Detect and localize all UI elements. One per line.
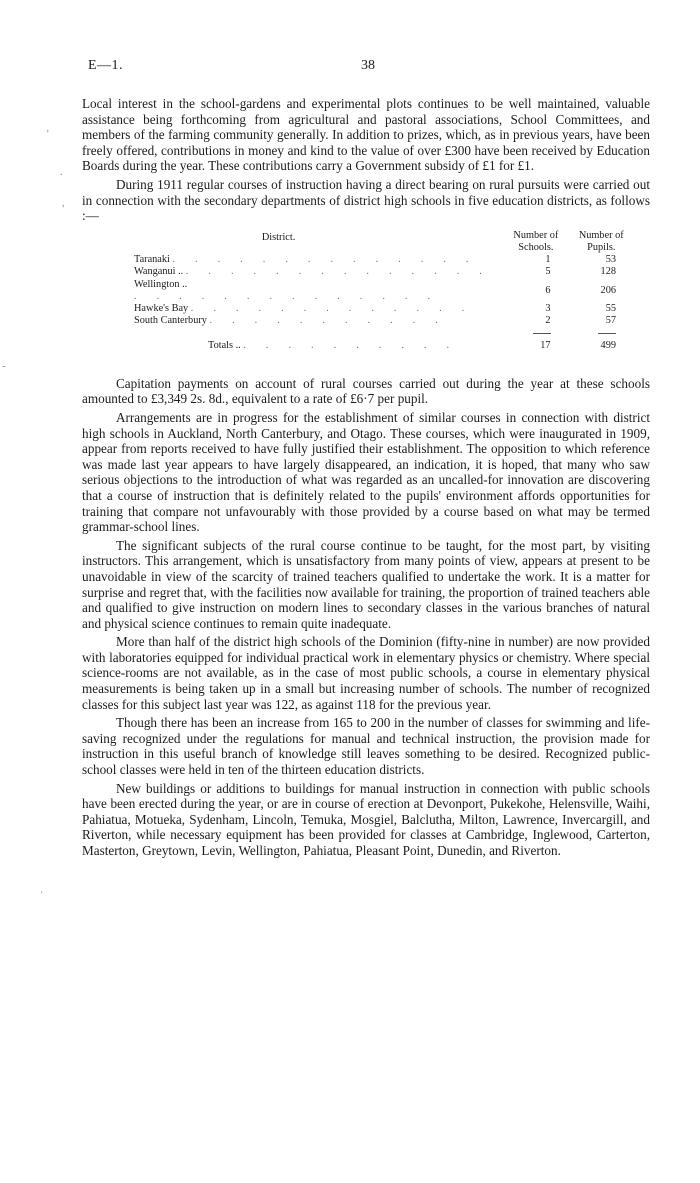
table-row — [134, 266, 634, 278]
district-name: Wellington .. — [134, 278, 188, 290]
schools-count: 6 — [545, 284, 551, 296]
district-name: Wanganui .. — [134, 266, 184, 278]
column-header-schools: Number of Schools. — [513, 229, 559, 253]
page-header — [88, 58, 648, 78]
document-body — [82, 96, 650, 862]
paragraph-laboratories: More than half of the district high schools of the Dominion (fifty-nine in number) are now provided with laboratories equipped for individual practical work in elementary physics or chemistry. Where special science-rooms are not available, as in the case of most public schools, a course in elementary physical measurements is being taken up in a small but increasing number of schools. The number of recognized classes for this subject last year was 122, as against 118 for the previous year. — [82, 634, 650, 712]
table-row — [134, 279, 634, 303]
table-row — [134, 315, 634, 327]
table-cell-leader: Hawke's Bay ............. — [134, 302, 485, 314]
column-header-district: District. — [261, 231, 296, 243]
pupils-count: 57 — [605, 315, 616, 327]
total-pupils: 499 — [600, 339, 616, 351]
paragraph-swimming: Though there has been an increase from 165 to 200 in the number of classes for swimming and life-saving recognized under the regulations for manual and technical instruction, the provision made for instruction in this useful branch of knowledge still leaves something to be desired. Recognized public-school classes were held in ten of the thirteen education districts. — [82, 715, 650, 778]
page-number: 38 — [361, 58, 375, 73]
rural-courses-table — [134, 230, 634, 352]
table-header-row — [134, 230, 634, 254]
district-name: Taranaki — [134, 254, 170, 266]
table-cell-leader: Wanganui .. .............. — [134, 266, 502, 278]
schools-count: 2 — [545, 315, 551, 327]
district-name: Hawke's Bay — [134, 302, 189, 314]
table-row — [134, 303, 634, 315]
totals-label: Totals .. — [208, 339, 241, 351]
paragraph-capitation: Capitation payments on account of rural courses carried out during the year at these schools amounted to £3,349 2s. 8d., equivalent to a rate of £6·7 per pupil. — [82, 375, 650, 407]
district-name: South Canterbury — [134, 315, 207, 327]
pupils-count: 206 — [600, 284, 616, 296]
schools-count: 3 — [545, 302, 551, 314]
scan-speck: · — [40, 888, 44, 899]
table-cell-leader: Wellington .. .............. — [134, 278, 451, 302]
pupils-count: 53 — [605, 254, 616, 266]
paragraph-arrangements: Arrangements are in progress for the establishment of similar courses in connection with district high schools in Auckland, North Canterbury, and Otago. These courses, which were inaugurated in 1909, appear from reports received to have fully justified their establishment. The opposition to which reference was made last year appears to have largely disappeared, an indication, it is hoped, that many who saw serious objections to the introduction of what was regarded as an uncalled-for innovation are discovering that a course of instruction that is definitely related to the pupils' environment affords opportunities for training that compare not unfavourably with those provided by a course based on what may be termed grammar-school lines. — [82, 409, 650, 535]
column-header-pupils: Number of Pupils. — [578, 229, 624, 253]
table-cell-leader: Taranaki .............. — [134, 254, 489, 266]
paragraph-rural-courses: During 1911 regular courses of instruction having a direct bearing on rural pursuits were carried out in connection with the secondary departments of district high schools in five education districts, as follows :— — [82, 176, 650, 224]
scan-speck: - — [2, 361, 6, 372]
paragraph-new-buildings: New buildings or additions to buildings for manual instruction in connection with public schools have been erected during the year, or are in course of erection at Devonport, Pukekohe, Helensville, Waihi, Pahiatua, Motueka, Sydenham, Lincoln, Temuka, Mosgiel, Balclutha, Milton, Lawrence, Invercargill, and Riverton, while necessary equipment has been provided for classes at Cambridge, Inglewood, Carterton, Masterton, Greytown, Levin, Wellington, Pahiatua, Pleasant Point, Dunedin, and Riverton. — [82, 780, 650, 858]
pupils-count: 128 — [600, 266, 616, 278]
paragraph-school-gardens: Local interest in the school-gardens and experimental plots continues to be well maintained, valuable assistance being forthcoming from agricultural and pastoral associations, School Committees, and members of the farming community generally. In addition to prizes, which, as in previous years, have been freely offered, contributions in money and kind to the value of over £300 have been received by Education Boards during the year. These contributions carry a Government subsidy of £1 for £1. — [82, 96, 650, 174]
schools-count: 5 — [545, 266, 551, 278]
scan-speck: , — [62, 198, 65, 209]
schools-count: 1 — [545, 254, 551, 266]
table-row — [134, 254, 634, 266]
table-rule-row — [134, 327, 634, 339]
total-rule — [598, 333, 616, 334]
table-cell-leader: Totals .. .......... — [208, 339, 470, 351]
pupils-count: 55 — [605, 302, 616, 314]
table-cell-leader: South Canterbury ........... — [134, 315, 458, 327]
table-totals-row — [134, 340, 634, 352]
paragraph-instructors: The significant subjects of the rural course continue to be taught, for the most part, by visiting instructors. This arrangement, which is unsatisfactory from many points of view, appears at present to be unavoidable in view of the scarcity of trained teachers qualified to undertake the work. It is a matter for surprise and regret that, with the facilities now available for training, the proportion of trained teachers able and qualified to give instruction on modern lines to secondary classes in the various branches of natural and physical science continues to remain quite inadequate. — [82, 537, 650, 631]
total-rule — [533, 333, 551, 334]
scan-speck: . — [60, 167, 63, 178]
scan-speck: ‚ — [46, 123, 50, 134]
total-schools: 17 — [540, 339, 551, 351]
report-reference: E—1. — [88, 58, 124, 73]
